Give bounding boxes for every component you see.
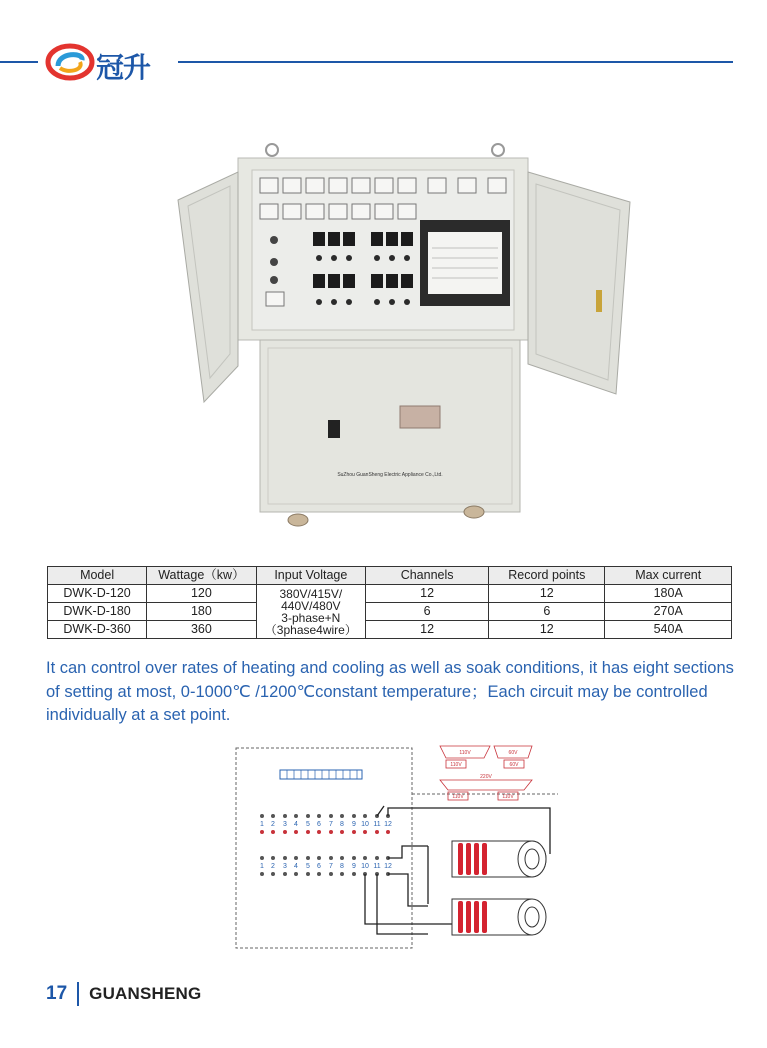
cell-model: DWK-D-180 — [48, 603, 147, 621]
table-row — [48, 621, 732, 639]
header-rule-right — [178, 61, 733, 63]
terminal-number: 6 — [317, 863, 321, 870]
col-header-input-voltage: Input Voltage — [256, 567, 365, 585]
col-header-max-current: Max current — [605, 567, 732, 585]
terminal-number: 12 — [384, 863, 392, 870]
col-header-wattage: Wattage（kw） — [147, 567, 256, 585]
cell-record-points: 6 — [489, 603, 605, 621]
terminal-number: 10 — [361, 821, 369, 828]
cell-channels: 6 — [366, 603, 489, 621]
header-rule-left — [0, 61, 38, 63]
product-description: It can control over rates of heating and cooling as well as soak conditions, it has eight sections of setting at most, 0-1000℃ /1200℃constant temperature；Each circuit may be controlled individually at a set point. — [46, 659, 734, 724]
terminal-number: 2 — [271, 821, 275, 828]
terminal-number: 1 — [260, 821, 264, 828]
terminal-number: 6 — [317, 821, 321, 828]
voltage-label: 110V — [452, 794, 464, 800]
temperature-control-cabinet-image — [170, 140, 640, 530]
terminal-number: 1 — [260, 863, 264, 870]
terminal-number: 7 — [329, 863, 333, 870]
col-header-channels: Channels — [366, 567, 489, 585]
terminal-number: 12 — [384, 821, 392, 828]
terminal-number: 3 — [283, 863, 287, 870]
cell-record-points: 12 — [489, 585, 605, 603]
cell-record-points: 12 — [489, 621, 605, 639]
spec-table — [47, 566, 732, 639]
voltage-line: 380V/415V/ — [279, 586, 343, 601]
cell-channels: 12 — [366, 585, 489, 603]
terminal-number: 11 — [373, 821, 381, 828]
terminal-number: 8 — [340, 821, 344, 828]
terminal-number: 8 — [340, 863, 344, 870]
logo-text: 冠升 — [96, 51, 151, 84]
terminal-number: 3 — [283, 821, 287, 828]
voltage-line: 3-phase+N — [281, 610, 341, 625]
cell-model: DWK-D-120 — [48, 585, 147, 603]
voltage-line: （3phase4wire） — [264, 622, 357, 637]
cell-max-current: 180A — [605, 585, 732, 603]
terminal-number: 5 — [306, 821, 310, 828]
voltage-label: 60V — [509, 762, 519, 768]
cell-wattage: 180 — [147, 603, 256, 621]
voltage-label: 110V — [502, 794, 514, 800]
terminal-number: 10 — [361, 863, 369, 870]
cell-wattage: 120 — [147, 585, 256, 603]
cell-max-current: 540A — [605, 621, 732, 639]
table-row — [48, 603, 732, 621]
wiring-diagram — [232, 744, 562, 949]
col-header-record-points: Record points — [489, 567, 605, 585]
cell-channels: 12 — [366, 621, 489, 639]
cell-input-voltage — [256, 585, 365, 639]
cell-model: DWK-D-360 — [48, 621, 147, 639]
terminal-number: 9 — [352, 821, 356, 828]
footer-brand: GUANSHENG — [89, 984, 202, 1003]
terminal-number: 5 — [306, 863, 310, 870]
table-row — [48, 585, 732, 603]
terminal-number: 4 — [294, 863, 298, 870]
page-footer — [46, 981, 201, 1007]
voltage-label: 110V — [459, 750, 471, 756]
table-header-row — [48, 567, 732, 585]
terminal-number: 9 — [352, 863, 356, 870]
page-number: 17 — [46, 983, 68, 1004]
voltage-line: 440V/480V — [281, 598, 341, 613]
manufacturer-plate-text: SuZhou GuanSheng Electric Appliance Co.,Ltd. — [337, 472, 443, 478]
terminal-number: 11 — [373, 863, 381, 870]
cell-max-current: 270A — [605, 603, 732, 621]
footer-divider — [77, 982, 79, 1006]
page-header — [0, 40, 767, 84]
cell-wattage: 360 — [147, 621, 256, 639]
terminal-number: 2 — [271, 863, 275, 870]
col-header-model: Model — [48, 567, 147, 585]
voltage-label: 60V — [508, 750, 518, 756]
terminal-number: 7 — [329, 821, 333, 828]
terminal-number: 4 — [294, 821, 298, 828]
voltage-label: 220V — [480, 774, 492, 780]
voltage-label: 110V — [450, 762, 462, 768]
